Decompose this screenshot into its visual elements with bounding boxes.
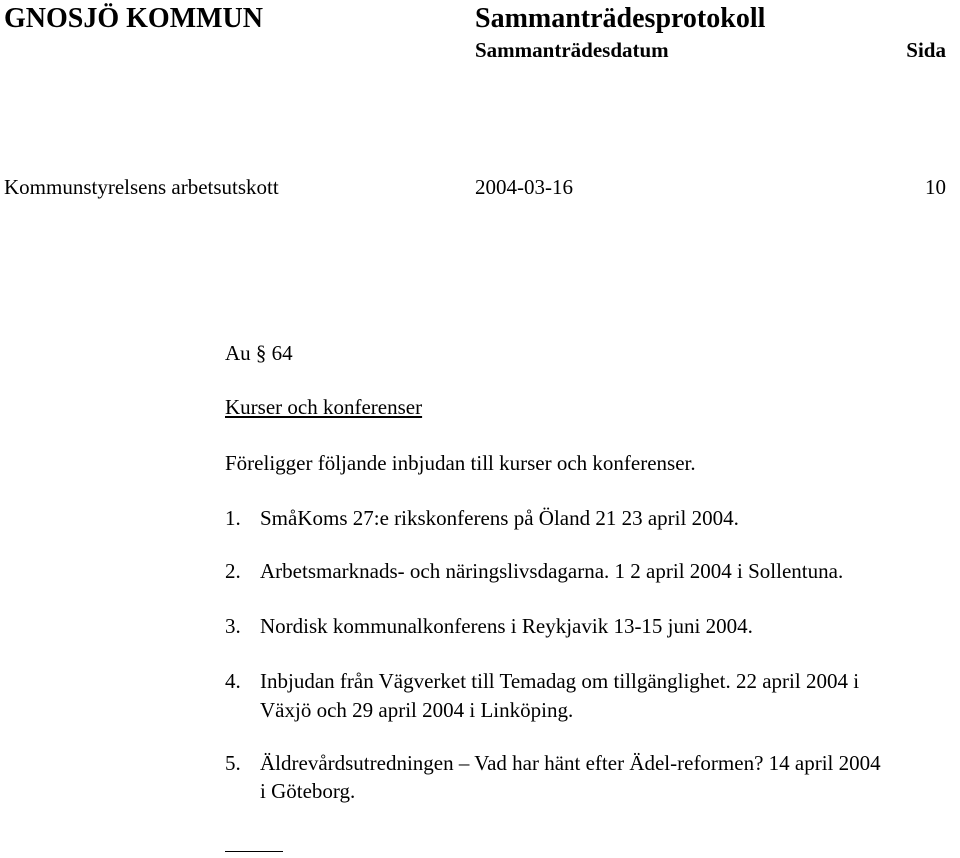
list-item-text: Äldrevårdsutredningen – Vad har hänt efter Ädel-reformen? 14 april 2004 xyxy=(260,751,881,775)
footer-rule xyxy=(225,851,283,852)
section-number: Au § 64 xyxy=(225,341,293,365)
list-item-text: Arbetsmarknads- och näringslivsdagarna. 1 2 april 2004 i Sollentuna. xyxy=(260,559,844,583)
list-item-text: SmåKoms 27:e rikskonferens på Öland 21 23 april 2004. xyxy=(260,506,739,530)
list-item-text: Nordisk kommunalkonferens i Reykjavik 13-15 juni 2004. xyxy=(260,614,753,638)
list-item-number: 3. xyxy=(225,614,241,638)
meeting-date: 2004-03-16 xyxy=(475,175,573,199)
list-item-number: 2. xyxy=(225,559,241,583)
list-item-number: 1. xyxy=(225,506,241,530)
list-item-text-continued: Växjö och 29 april 2004 i Linköping. xyxy=(260,698,574,722)
section-heading: Kurser och konferenser xyxy=(225,395,423,419)
list-item-number: 4. xyxy=(225,669,241,693)
page-number: 10 xyxy=(925,175,946,199)
committee-name: Kommunstyrelsens arbetsutskott xyxy=(4,175,279,199)
list-item-text-continued: i Göteborg. xyxy=(260,779,356,803)
list-item-text: Inbjudan från Vägverket till Temadag om tillgänglighet. 22 april 2004 i xyxy=(260,669,860,693)
intro-text: Föreligger följande inbjudan till kurser och konferenser. xyxy=(225,451,696,475)
document-type: Sammanträdesprotokoll xyxy=(475,3,766,34)
list-item-number: 5. xyxy=(225,751,241,775)
organization-name: GNOSJÖ KOMMUN xyxy=(4,3,263,34)
page-label: Sida xyxy=(906,38,946,62)
date-label: Sammanträdesdatum xyxy=(475,38,669,62)
